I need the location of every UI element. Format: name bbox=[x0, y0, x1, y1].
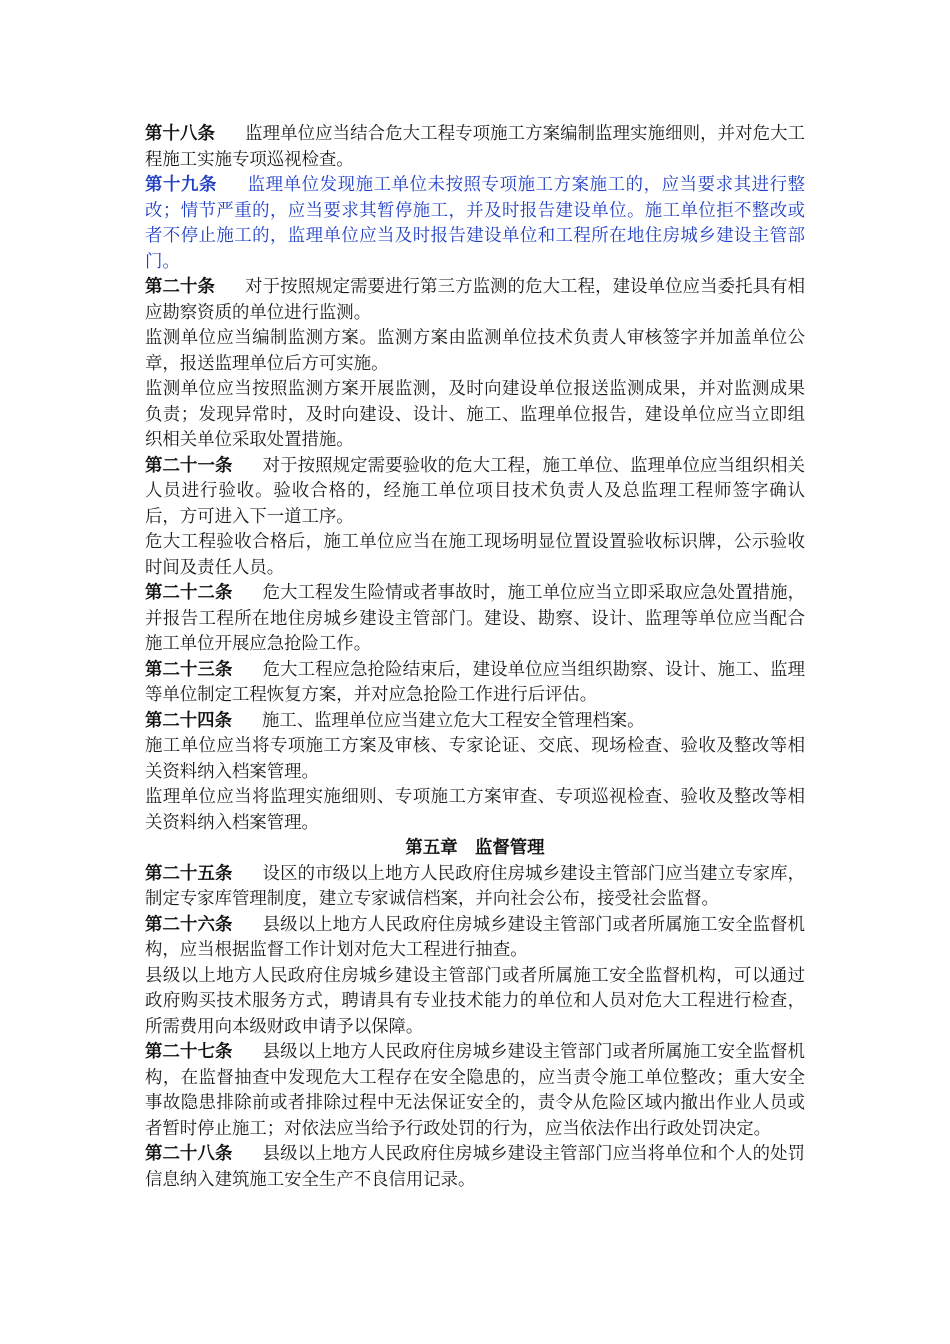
article-number: 第二十八条 bbox=[145, 1144, 233, 1164]
article-number: 第二十二条 bbox=[145, 583, 233, 603]
article-text: 监理单位发现施工单位未按照专项施工方案施工的，应当要求其进行整改；情节严重的，应当要求其暂停施工，并及时报告建设单位。施工单位拒不整改或者不停止施工的，监理单位应当及时报告建设单位和工程所在地住房城乡建设主管部门。 bbox=[145, 175, 805, 272]
article-23 bbox=[145, 658, 805, 709]
article-text: 县级以上地方人民政府住房城乡建设主管部门应当将单位和个人的处罚信息纳入建筑施工安全生产不良信用记录。 bbox=[145, 1144, 805, 1190]
article-number: 第二十一条 bbox=[145, 455, 233, 476]
article-21 bbox=[145, 454, 805, 531]
chapter-heading: 第五章 监督管理 bbox=[405, 838, 545, 858]
paragraph: 监理单位应当将监理实施细则、专项施工方案审查、专项巡视检查、验收及整改等相关资料纳入档案管理。 bbox=[145, 787, 805, 833]
article-text: 县级以上地方人民政府住房城乡建设主管部门或者所属施工安全监督机构，在监督抽查中发现危大工程存在安全隐患的，应当责令施工单位整改；重大安全事故隐患排除前或者排除过程中无法保证安全的，责令从危险区域内撤出作业人员或者暂时停止施工；对依法应当给予行政处罚的行为，应当依法作出行政处罚决定。 bbox=[145, 1042, 805, 1139]
article-28 bbox=[145, 1142, 805, 1193]
article-20 bbox=[145, 275, 805, 326]
paragraph: 监测单位应当按照监测方案开展监测，及时向建设单位报送监测成果，并对监测成果负责；发现异常时，及时向建设、设计、施工、监理单位报告，建设单位应当立即组织相关单位采取处置措施。 bbox=[145, 379, 805, 450]
article-text: 施工、监理单位应当建立危大工程安全管理档案。 bbox=[261, 710, 645, 731]
paragraph: 施工单位应当将专项施工方案及审核、专家论证、交底、现场检查、验收及整改等相关资料纳入档案管理。 bbox=[145, 736, 805, 782]
article-25 bbox=[145, 862, 805, 913]
article-number: 第二十六条 bbox=[145, 914, 233, 935]
article-26 bbox=[145, 913, 805, 964]
article-number: 第二十四条 bbox=[145, 710, 232, 731]
article-22 bbox=[145, 581, 805, 658]
article-number: 第十八条 bbox=[145, 124, 215, 144]
article-27 bbox=[145, 1040, 805, 1142]
article-number: 第十九条 bbox=[145, 175, 217, 195]
paragraph: 危大工程验收合格后，施工单位应当在施工现场明显位置设置验收标识牌，公示验收时间及责任人员。 bbox=[145, 532, 805, 578]
article-text: 危大工程发生险情或者事故时，施工单位应当立即采取应急处置措施，并报告工程所在地住房城乡建设主管部门。建设、勘察、设计、监理等单位应当配合施工单位开展应急抢险工作。 bbox=[145, 583, 805, 654]
paragraph: 监测单位应当编制监测方案。监测方案由监测单位技术负责人审核签字并加盖单位公章，报送监理单位后方可实施。 bbox=[145, 328, 805, 374]
paragraph: 县级以上地方人民政府住房城乡建设主管部门或者所属施工安全监督机构，可以通过政府购买技术服务方式，聘请具有专业技术能力的单位和人员对危大工程进行检查，所需费用向本级财政申请予以保障。 bbox=[145, 965, 805, 1037]
article-text: 设区的市级以上地方人民政府住房城乡建设主管部门应当建立专家库，制定专家库管理制度，建立专家诚信档案，并向社会公布，接受社会监督。 bbox=[145, 863, 805, 909]
article-text: 危大工程应急抢险结束后，建设单位应当组织勘察、设计、施工、监理等单位制定工程恢复方案，并对应急抢险工作进行后评估。 bbox=[145, 659, 805, 705]
article-text: 对于按照规定需要验收的危大工程，施工单位、监理单位应当组织相关人员进行验收。验收合格的，经施工单位项目技术负责人及总监理工程师签字确认后，方可进入下一道工序。 bbox=[145, 455, 805, 527]
article-text: 县级以上地方人民政府住房城乡建设主管部门或者所属施工安全监督机构，应当根据监督工作计划对危大工程进行抽查。 bbox=[145, 914, 805, 960]
article-text: 监理单位应当结合危大工程专项施工方案编制监理实施细则，并对危大工程施工实施专项巡视检查。 bbox=[145, 124, 805, 170]
article-number: 第二十七条 bbox=[145, 1042, 233, 1062]
article-number: 第二十条 bbox=[145, 277, 215, 297]
article-24 bbox=[145, 709, 805, 735]
article-18 bbox=[145, 122, 805, 173]
article-number: 第二十五条 bbox=[145, 863, 233, 884]
article-number: 第二十三条 bbox=[145, 659, 233, 680]
article-text: 对于按照规定需要进行第三方监测的危大工程，建设单位应当委托具有相应勘察资质的单位进行监测。 bbox=[145, 277, 805, 323]
article-19 bbox=[145, 173, 805, 275]
